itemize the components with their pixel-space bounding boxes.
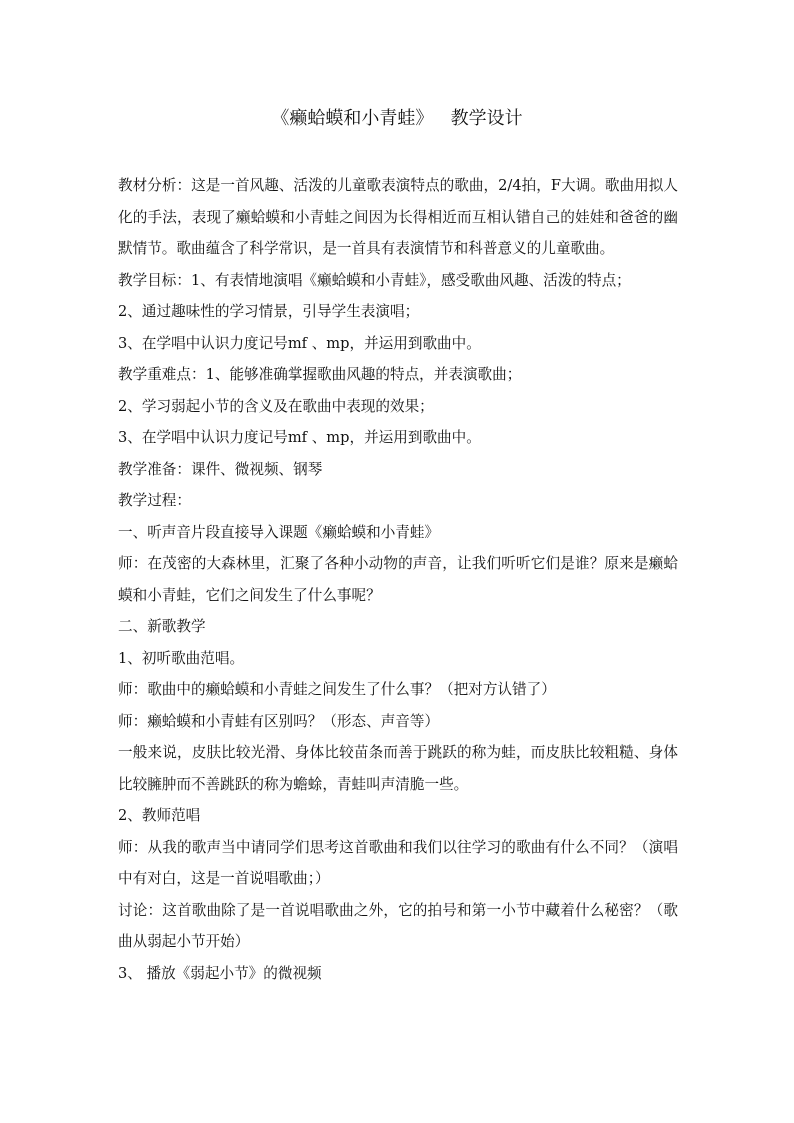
goal-item-2: 2、通过趣味性的学习情景，引导学生表演唱； (118, 303, 420, 320)
step-1-line: 1、初听歌曲范唱。 (118, 649, 245, 667)
key-point-item-3: 3、在学唱中认识力度记号mf 、mp，并运用到歌曲中。 (118, 429, 481, 446)
discussion-paragraph: 讨论：这首歌曲除了是一首说唱歌曲之外，它的拍号和第一小节中藏着什么秘密？（歌曲从弱起小节开始） (118, 901, 678, 950)
goal-item-3: 3、在学唱中认识力度记号mf 、mp，并运用到歌曲中。 (118, 334, 481, 352)
section-1-teacher-paragraph: 师：在茂密的大森林里，汇聚了各种小动物的声音，让我们听听它们是谁？原来是癞蛤蟆和小青蛙，它们之间发生了什么事呢？ (118, 555, 678, 604)
step-3-line: 3、 播放《弱起小节》的微视频 (118, 964, 322, 982)
analysis-paragraph: 教材分析：这是一首风趣、活泼的儿童歌表演特点的歌曲，2/4拍，F大调。歌曲用拟人化的手法，表现了癞蛤蟆和小青蛙之间因为长得相近而互相认错自己的娃娃和爸爸的幽默情节。歌曲蕴含了科学常识，是一首具有表演情节和科普意义的儿童歌曲。 (118, 177, 678, 257)
key-point-item-2: 2、学习弱起小节的含义及在歌曲中表现的效果； (118, 397, 434, 415)
document-title: 《癞蛤蟆和小青蛙》 教学设计 (271, 108, 523, 129)
key-point-item-1: 教学重难点：1、能够准确掌握歌曲风趣的特点，并表演歌曲； (118, 366, 522, 383)
preparation-line: 教学准备：课件、微视频、钢琴 (118, 460, 323, 478)
goal-item-1: 教学目标：1、有表情地演唱《癞蛤蟆和小青蛙》，感受歌曲风趣、活泼的特点； (118, 271, 631, 289)
document-body (118, 170, 678, 989)
explanation-paragraph: 一般来说，皮肤比较光滑、身体比较苗条而善于跳跃的称为蛙，而皮肤比较粗糙、身体比较臃肿而不善跳跃的称为蟾蜍，青蛙叫声清脆一些。 (118, 744, 678, 793)
question-3-paragraph: 师：从我的歌声当中请同学们思考这首歌曲和我们以往学习的歌曲有什么不同？（演唱中有对白，这是一首说唱歌曲；） (118, 838, 678, 887)
process-heading: 教学过程： (118, 492, 191, 509)
section-1-heading: 一、听声音片段直接导入课题《癞蛤蟆和小青蛙》 (118, 523, 440, 541)
section-2-heading: 二、新歌教学 (118, 618, 206, 635)
question-2-line: 师：癞蛤蟆和小青蛙有区别吗？（形态、声音等） (118, 712, 440, 730)
step-2-line: 2、教师范唱 (118, 807, 201, 824)
question-1-line: 师：歌曲中的癞蛤蟆和小青蛙之间发生了什么事？（把对方认错了） (118, 681, 556, 698)
